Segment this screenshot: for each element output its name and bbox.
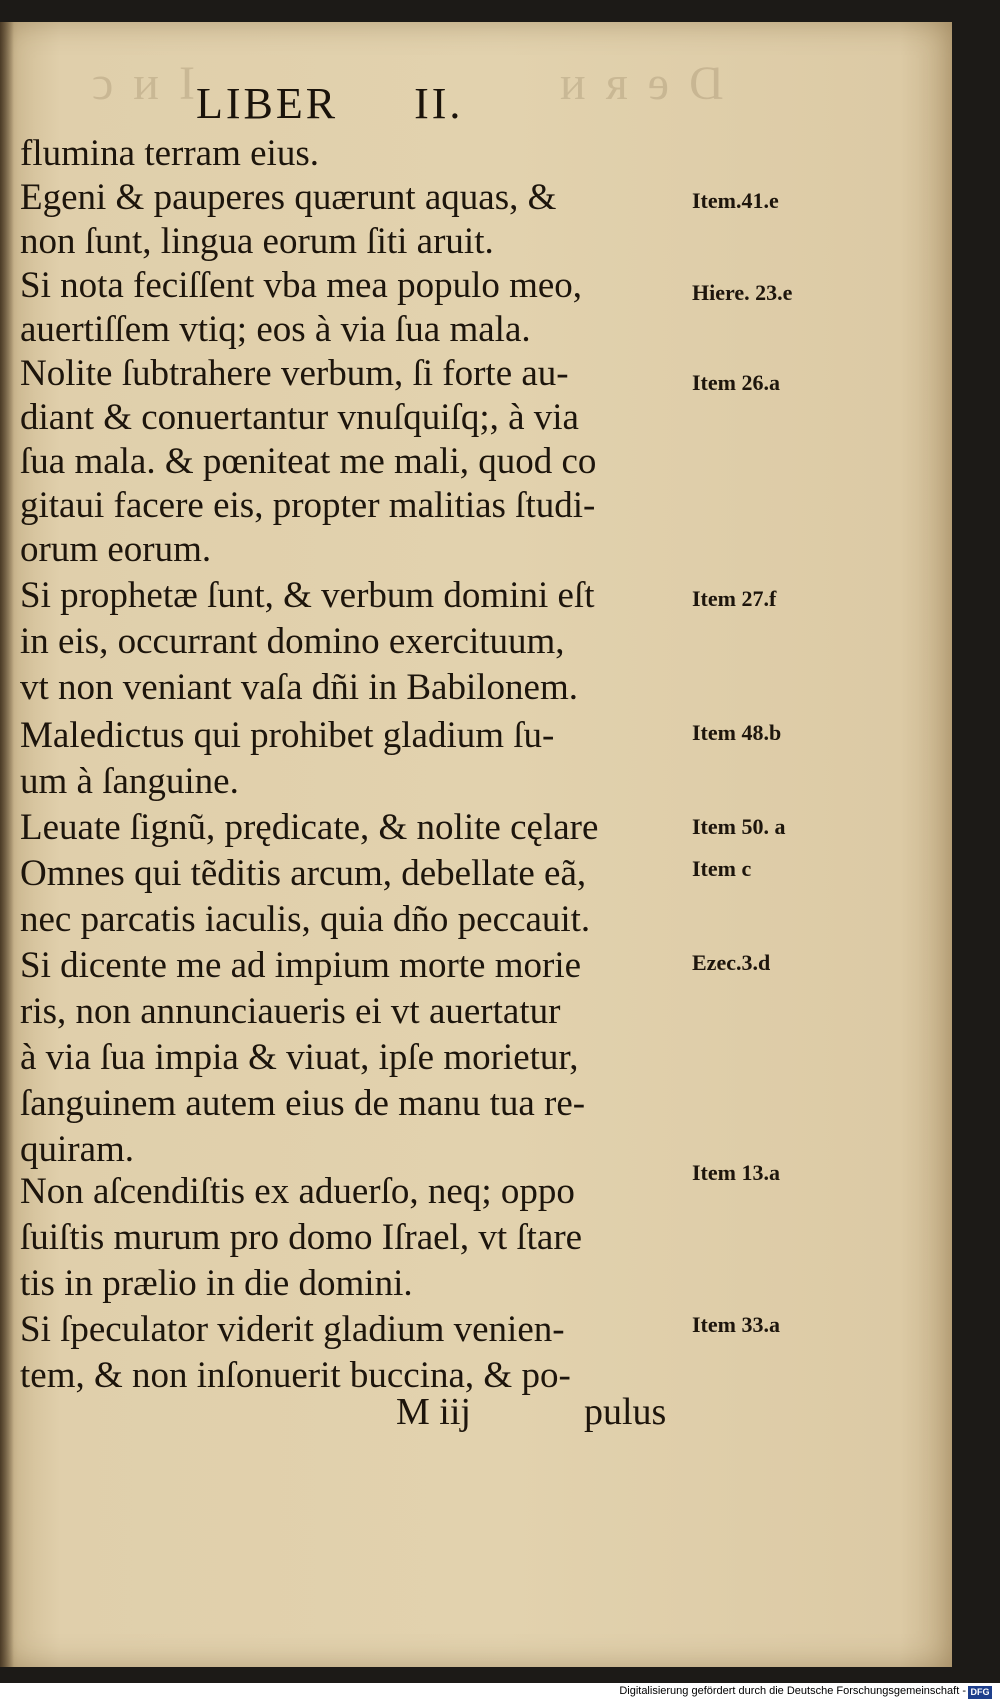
marginal-note: Item.41.e — [692, 188, 779, 213]
signature-mark: M iij — [396, 1391, 471, 1433]
text-line: Si dicente me ad impium morte morie — [20, 945, 582, 986]
text-line: Leuate ſignũ, prędicate, & nolite cęlare — [20, 807, 599, 848]
text-line: tis in prælio in die domini. — [20, 1263, 413, 1304]
text-line: vt non veniant vaſa dñi in Babilonem. — [20, 667, 578, 708]
marginal-note: Item 27.f — [692, 586, 777, 611]
text-line: orum eorum. — [20, 529, 212, 570]
text-line: ſua mala. & pœniteat me mali, quod co — [20, 441, 597, 482]
text-line: auertiſſem vtiq; eos à via ſua mala. — [20, 309, 531, 350]
marginal-note: Ezec.3.d — [692, 950, 771, 975]
text-line: ris, non annunciaueris ei vt auertatur — [20, 991, 561, 1032]
marginal-note: Item c — [692, 856, 752, 881]
text-line: tem, & non inſonuerit buccina, & po- — [20, 1355, 571, 1396]
text-line: gitaui facere eis, propter malitias ſtudi- — [20, 485, 596, 526]
catchword: pulus — [584, 1391, 667, 1433]
marginal-note: Item 13.a — [692, 1160, 780, 1185]
show-through-text: ↄ ᴎ I — [92, 57, 199, 110]
show-through-text: ᴎ ᴙ ɘ Ɑ — [560, 57, 728, 110]
header-title: LIBER — [196, 79, 339, 128]
marginal-note: Item 33.a — [692, 1312, 780, 1337]
text-line: Omnes qui tẽditis arcum, debellate eã, — [20, 853, 587, 894]
dfg-logo: DFG — [968, 1686, 992, 1699]
text-line: ſanguinem autem eius de manu tua re- — [20, 1083, 586, 1124]
text-line: flumina terram eius. — [20, 133, 319, 174]
marginal-note: Hiere. 23.e — [692, 280, 793, 305]
text-line: diant & conuertantur vnuſquiſq;, à via — [20, 397, 579, 438]
marginal-note: Item 48.b — [692, 720, 782, 745]
text-line: Si ſpeculator viderit gladium venien- — [20, 1309, 565, 1350]
text-line: Non aſcendiſtis ex aduerſo, neq; oppo — [20, 1171, 575, 1212]
text-line: nec parcatis iaculis, quia dño peccauit. — [20, 899, 591, 940]
text-line: Nolite ſubtrahere verbum, ſi forte au- — [20, 353, 569, 394]
text-line: Maledictus qui prohibet gladium ſu- — [20, 715, 555, 756]
marginal-note: Item 50. a — [692, 814, 786, 839]
footer-credit: Digitalisierung gefördert durch die Deutsche Forschungsgemeinschaft - — [619, 1685, 966, 1697]
text-line: quiram. — [20, 1129, 135, 1170]
text-line: à via ſua impia & viuat, ipſe morietur, — [20, 1037, 579, 1078]
text-line: Si nota feciſſent vba mea populo meo, — [20, 265, 583, 306]
marginal-note: Item 26.a — [692, 370, 780, 395]
running-header — [196, 78, 463, 129]
text-line: ſuiſtis murum pro domo Iſrael, vt ſtare — [20, 1217, 583, 1258]
text-line: in eis, occurrant domino exercituum, — [20, 621, 565, 662]
header-page-number: II. — [414, 79, 464, 128]
text-line: um à ſanguine. — [20, 761, 239, 802]
text-line: non ſunt, lingua eorum ſiti aruit. — [20, 221, 494, 262]
text-line: Si prophetæ ſunt, & verbum domini eſt — [20, 575, 595, 616]
text-line: Egeni & pauperes quærunt aquas, & — [20, 177, 557, 218]
